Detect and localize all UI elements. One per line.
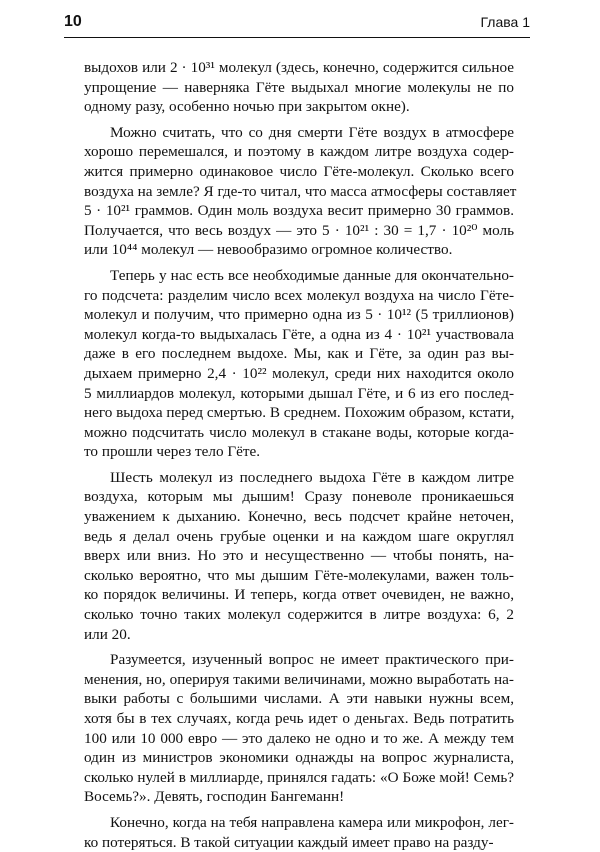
text-line: сколько вероятно, что мы дышим Гёте-молекулами, важен толь- (84, 566, 514, 584)
text-line: или 20. (84, 625, 131, 643)
text-line: Конечно, когда на тебя направлена камера или микрофон, лег- (110, 813, 514, 831)
text-line: менения, но, оперируя такими величинами, можно выработать на- (84, 670, 514, 688)
text-line: выки работы с большими числами. А эти навыки нужны всем, (84, 690, 514, 708)
text-line: Шесть молекул из последнего выдоха Гёте в каждом литре (110, 468, 514, 486)
text-line: можно подсчитать число молекул в стакане воды, которые когда- (84, 423, 514, 441)
text-line: сколько точно таких молекул содержится в литре воздуха: 6, 2 (84, 606, 514, 624)
paragraph (84, 468, 514, 644)
chapter-title: Глава 1 (480, 14, 530, 30)
text-line: 5 · 10²¹ граммов. Один моль воздуха весит примерно 30 граммов. (84, 202, 514, 220)
running-header (0, 0, 600, 40)
text-line: вверх или вниз. Но это и несущественно — чтобы понять, на- (84, 547, 514, 565)
text-line: даже в его последнем выдохе. Мы, как и Гёте, за один раз вы- (84, 345, 514, 363)
text-line: сколько нулей в миллиарде, принялся гадать: «О Боже мой! Семь? (84, 768, 514, 786)
paragraph (84, 58, 514, 117)
text-line: жится примерно одинаковое число Гёте-молекул. Сколько всего (84, 162, 514, 180)
text-line: дыхаем примерно 2,4 · 10²² молекул, среди них находится около (84, 364, 514, 382)
text-line: воздуха на земле? Я где-то читал, что масса атмосферы составляет (84, 182, 517, 200)
text-line: ко порядок величины. И теперь, когда ответ очевиден, не важно, (84, 586, 514, 604)
paragraph (84, 266, 514, 462)
text-line: 5 миллиардов молекул, которыми дышал Гёте, и 6 из его послед- (84, 384, 514, 402)
text-line: то прошли через тело Гёте. (84, 443, 261, 461)
text-line: молекул когда-то выдыхалась Гёте, а одна из 4 · 10²¹ участвовала (84, 325, 514, 343)
text-line: Теперь у нас есть все необходимые данные для окончательно- (110, 266, 514, 284)
text-line: ведь я делал очень грубые оценки и на каждом шаге округлял (84, 527, 514, 545)
paragraph (84, 123, 517, 260)
text-line: или 10⁴⁴ молекул — невообразимо огромное количество. (84, 241, 453, 259)
body-text (84, 58, 517, 852)
text-line: уважением к дыханию. Конечно, весь подсчет крайне неточен, (84, 508, 514, 526)
text-line: выдохов или 2 · 10³¹ молекул (здесь, конечно, содержится сильное (84, 59, 514, 76)
text-line: один из министров экономики однажды на вопрос журналиста, (84, 749, 514, 767)
text-line: го подсчета: разделим число всех молекул воздуха на число Гёте- (84, 286, 514, 304)
text-line: хорошо перемешался, и поэтому в каждом литре воздуха содер- (84, 143, 514, 161)
text-line: одному разу, особенно ночью при закрытом окне). (84, 98, 410, 116)
text-line: хотя бы в тех случаях, когда речь идет о деньгах. Ведь потратить (84, 710, 514, 727)
text-line: Разумеется, изученный вопрос не имеет практического при- (110, 651, 514, 669)
text-line: него выдоха перед смертью. В среднем. Похожим образом, кстати, (84, 404, 515, 422)
paragraph (84, 813, 514, 852)
paragraph (84, 650, 514, 807)
text-line: Получается, что весь воздух — это 5 · 10²¹ : 30 = 1,7 · 10²⁰ моль (84, 221, 514, 239)
page-number: 10 (64, 13, 82, 30)
header-rule (64, 37, 530, 38)
text-line: молекул и получим, что примерно одна из 5 · 10¹² (5 триллионов) (84, 306, 514, 324)
text-line: Можно считать, что со дня смерти Гёте воздух в атмосфере (110, 123, 514, 141)
text-line: Восемь?». Девять, господин Бангеманн! (84, 788, 345, 806)
text-line: воздуха, которым мы дышим! Сразу поневоле проникаешься (84, 488, 514, 506)
text-line: упрощение — наверняка Гёте выдыхал многие молекулы не по (84, 78, 514, 96)
text-line: 100 или 10 000 евро — это далеко не одно и то же. А между тем (84, 729, 514, 747)
text-line: ко потеряться. В такой ситуации каждый имеет право на разду- (84, 833, 494, 851)
